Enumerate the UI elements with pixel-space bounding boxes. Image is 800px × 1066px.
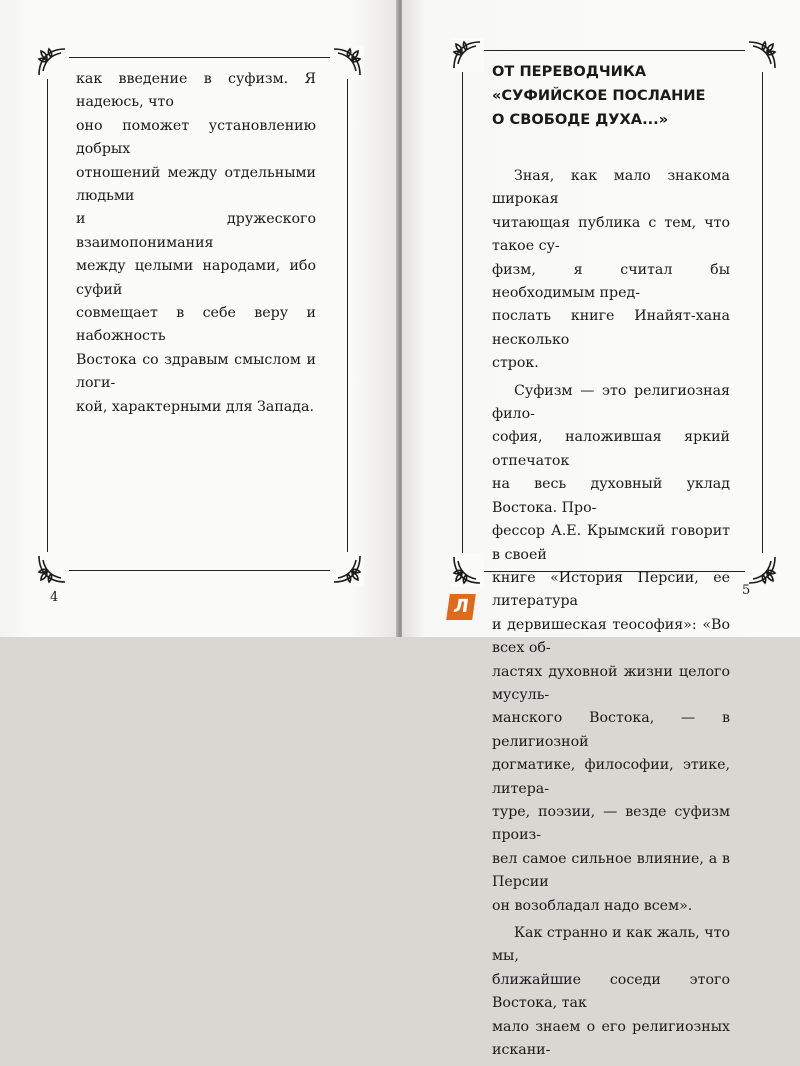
text-line: книге «История Персии, ее литература — [492, 569, 730, 610]
text-line: ближайшие соседи этого Востока, так — [492, 971, 730, 1012]
floral-corner-icon — [450, 553, 484, 587]
text-line: он возобладал надо всем». — [492, 897, 693, 914]
heading-line: ОТ ПЕРЕВОДЧИКА — [492, 63, 647, 80]
text-line: послать книге Инайят-хана несколько — [492, 308, 730, 348]
page-number: 5 — [742, 583, 751, 598]
text-line: туре, поэзии, — везде суфизм произ- — [492, 803, 730, 844]
text-line: между целыми народами, ибо суфий — [76, 258, 316, 298]
floral-corner-icon — [450, 38, 484, 72]
paragraph — [492, 922, 730, 1062]
text-line: манского Востока, — в религиозной — [492, 710, 730, 750]
chapter-heading — [492, 60, 730, 132]
text-line: как введение в суфизм. Я надеюсь, что — [76, 71, 316, 111]
text-line: кой, характерными для Запада. — [76, 398, 314, 415]
right-page-text — [492, 60, 730, 1066]
text-line: и дружеского взаимопонимания — [76, 211, 316, 251]
right-page — [402, 0, 800, 1059]
floral-corner-icon — [745, 553, 779, 587]
text-line: мало знаем о его религиозных искани- — [492, 1018, 730, 1059]
text-line: читающая публика с тем, что такое су- — [492, 214, 730, 255]
text-line: фессор А.Е. Крымский говорит в своей — [492, 523, 730, 563]
text-line: ластях духовной жизни целого мусуль- — [492, 663, 730, 703]
text-line: совмещает в себе веру и набожность — [76, 305, 316, 345]
paragraph — [492, 165, 730, 376]
left-page — [0, 0, 398, 637]
text-line: догматике, философии, этике, литера- — [492, 757, 730, 797]
text-line: Зная, как мало знакома широкая — [492, 168, 730, 208]
text-line: Как странно и как жаль, что мы, — [492, 925, 730, 965]
floral-corner-icon — [330, 552, 364, 586]
text-line: физм, я считал бы необходимым пред- — [492, 261, 730, 302]
floral-corner-icon — [35, 552, 69, 586]
text-line: отношений между отдельными людьми — [76, 164, 316, 205]
text-line: Суфизм — это религиозная фило- — [492, 382, 730, 423]
left-page-text — [76, 68, 316, 419]
heading-line: «СУФИЙСКОЕ ПОСЛАНИЕ — [492, 87, 706, 104]
text-line: на весь духовный уклад Востока. Про- — [492, 476, 730, 516]
page-number: 4 — [50, 590, 59, 605]
publisher-stamp: Л — [446, 594, 476, 620]
text-line: строк. — [492, 355, 539, 372]
text-line: софия, наложившая яркий отпечаток — [492, 429, 730, 469]
text-line: и дервишеская теософия»: «Во всех об- — [492, 616, 730, 657]
paragraph — [492, 380, 730, 918]
text-line: оно поможет установлению добрых — [76, 117, 316, 158]
text-line: вел самое сильное влияние, а в Персии — [492, 850, 730, 891]
floral-corner-icon — [330, 45, 364, 79]
text-line: Востока со здравым смыслом и логи- — [76, 351, 316, 392]
heading-line: О СВОБОДЕ ДУХА...» — [492, 111, 669, 128]
floral-corner-icon — [35, 45, 69, 79]
floral-corner-icon — [745, 38, 779, 72]
